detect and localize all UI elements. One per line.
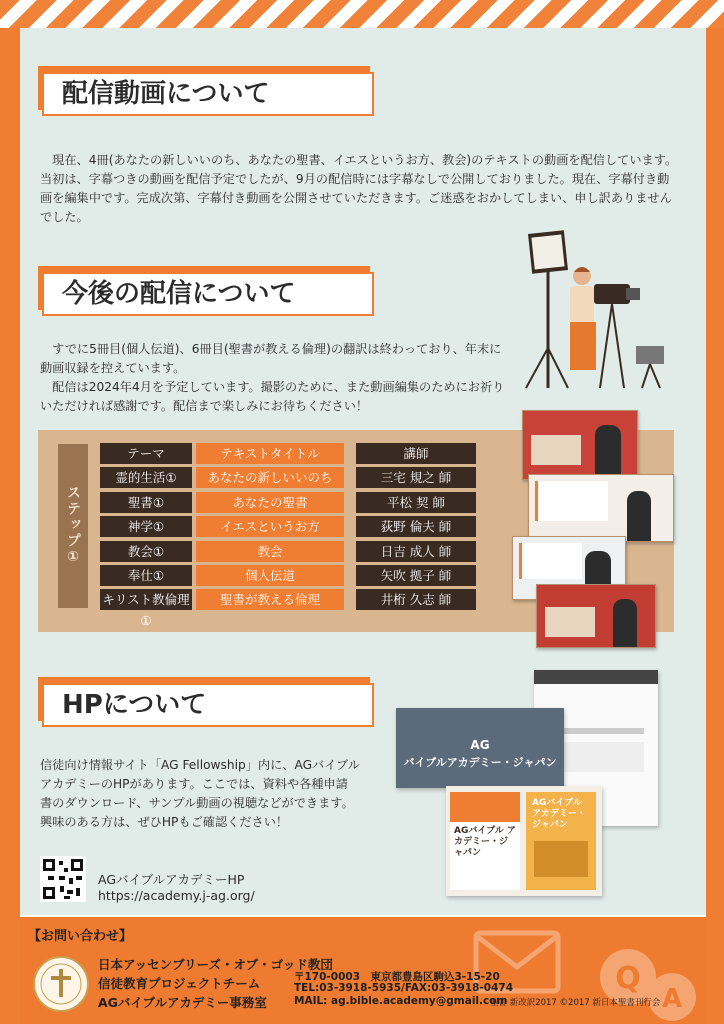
step-cell-teacher: 矢吹 拠子 師: [356, 565, 476, 586]
step-header-title: テキストタイトル: [196, 443, 344, 464]
left-border: [0, 0, 20, 1024]
mockup-title-1: AG: [470, 738, 490, 752]
step-cell-title: イエスというお方: [196, 516, 344, 537]
video-thumbnail-1[interactable]: [522, 410, 638, 480]
hp-body: 信徒向け情報サイト「AG Fellowship」内に、AGバイブルアカデミーのHPがあります。ここでは、資料や各種申請書のダウンロード、サンプル動画の視聴などができます。興味のある方は、ぜひHPもご確認ください！: [40, 758, 360, 829]
step-cell-theme: 神学①: [100, 516, 192, 537]
camera-operator-illustration: [520, 228, 680, 398]
contact-label: 【お問い合わせ】: [28, 929, 133, 944]
team-name: 信徒教育プロジェクトチーム: [98, 976, 261, 991]
step-cell-title: あなたの新しいいのち: [196, 467, 344, 488]
step-cell-theme: キリスト教倫理①: [100, 589, 192, 610]
streaming-body: 現在、4冊(あなたの新しいいのち、あなたの聖書、イエスというお方、教会)のテキストの動画を配信しています。当初は、字幕つきの動画を配信予定でしたが、9月の配信時には字幕なしで公開しておりました。現在、字幕付き動画を編集中です。完成次第、字幕付き動画を公開させていただきます。ご迷惑をおかしてしまい、申し訳ありませんでした。: [40, 153, 678, 224]
church-logo-icon: [32, 955, 90, 1013]
step-cell-title: 教会: [196, 541, 344, 562]
streaming-heading: [42, 72, 374, 116]
step-cell-title: 個人伝道: [196, 565, 344, 586]
video-thumbnail-4[interactable]: [536, 584, 656, 648]
booklet-right-title: AGバイブル アカデミー・ジャパン: [532, 798, 586, 830]
qa-bubble-icon: [580, 943, 704, 1023]
email-address[interactable]: MAIL: ag.bible.academy@gmail.com: [294, 995, 508, 1007]
step-cell-theme: 教会①: [100, 541, 192, 562]
future-body-1: すでに5冊目(個人伝道)、6冊目(聖書が教える倫理)の翻訳は終わっており、年末に動画収録を控えています。: [40, 342, 502, 375]
phone-fax: TEL:03-3918-5935/FAX:03-3918-0474: [294, 982, 513, 994]
postal-address: 〒170-0003 東京都豊島区駒込3-15-20: [294, 971, 500, 983]
step-cell-theme: 聖書①: [100, 492, 192, 513]
video-thumbnail-2[interactable]: [528, 474, 674, 542]
hp-link-label: AGバイブルアカデミーHP: [98, 872, 245, 887]
step-cell-teacher: 平松 契 師: [356, 492, 476, 513]
step-cell-theme: 奉仕①: [100, 565, 192, 586]
office-name: AGバイブルアカデミー事務室: [98, 995, 267, 1010]
qa-q-letter: Q: [615, 961, 641, 996]
future-title: 今後の配信について: [42, 272, 374, 316]
step-header-theme: テーマ: [100, 443, 192, 464]
qr-code-icon[interactable]: [40, 856, 86, 902]
step-cell-title: 聖書が教える倫理: [196, 589, 344, 610]
mockup-title-2: バイブルアカデミー・ジャパン: [403, 756, 557, 769]
book-cover-mockup: [396, 708, 564, 788]
step-cell-teacher: 井桁 久志 師: [356, 589, 476, 610]
streaming-title: 配信動画について: [42, 72, 374, 116]
hp-heading: [42, 683, 374, 727]
step-cell-teacher: 荻野 倫夫 師: [356, 516, 476, 537]
future-heading: [42, 272, 374, 316]
future-body-2: 配信は2024年4月を予定しています。撮影のために、また動画編集のためにお祈りいただければ感謝です。配信まで楽しみにお待ちください！: [40, 380, 505, 413]
footer: [20, 917, 706, 1024]
org-name: 日本アッセンブリーズ・オブ・ゴッド教団: [98, 957, 333, 972]
booklet-mockup: [446, 786, 602, 896]
step-header-teacher: 講師: [356, 443, 476, 464]
top-stripe-band: [0, 0, 724, 28]
step-cell-teacher: 日吉 成人 師: [356, 541, 476, 562]
bible-credit: 聖書 新改訳2017 ©2017 新日本聖書刊行会: [490, 998, 661, 1008]
hp-link-url[interactable]: https://academy.j-ag.org/: [98, 888, 255, 903]
booklet-left-title: AGバイブル アカデミー・ジャパン: [454, 826, 516, 858]
step-cell-theme: 霊的生活①: [100, 467, 192, 488]
hp-title: HPについて: [42, 683, 374, 727]
right-border: [706, 0, 724, 1024]
qa-a-letter: A: [661, 984, 683, 1014]
step-cell-title: あなたの聖書: [196, 492, 344, 513]
step-label: ステップ①: [58, 444, 88, 608]
step-cell-teacher: 三宅 規之 師: [356, 467, 476, 488]
